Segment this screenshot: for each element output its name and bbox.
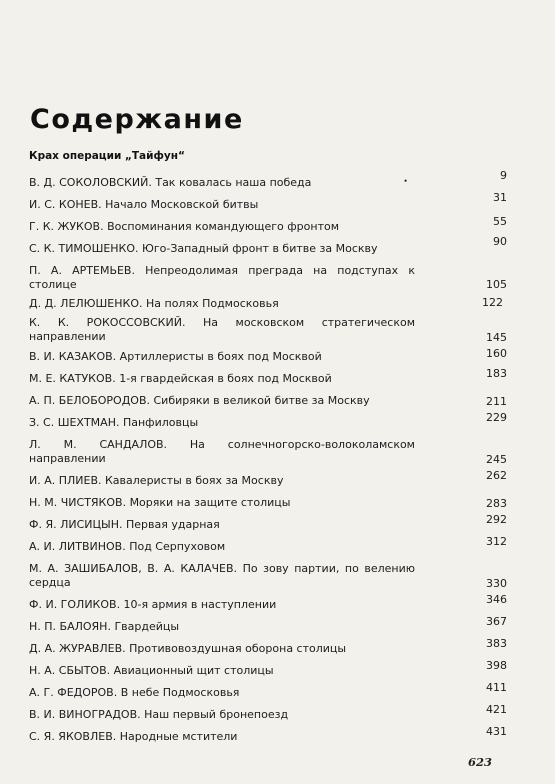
toc-entry-text: В. И. ВИНОГРАДОВ. Наш первый бронепоезд bbox=[29, 708, 289, 721]
toc-entry-page: 90 bbox=[493, 235, 507, 248]
toc-entry bbox=[29, 411, 529, 430]
toc-entry-text: В. Д. СОКОЛОВСКИЙ. Так ковалась наша победа bbox=[29, 176, 312, 189]
toc-entry-text: З. С. ШЕХТМАН. Панфиловцы bbox=[29, 416, 199, 429]
toc-entry bbox=[29, 235, 529, 256]
toc-entry-text: Н. А. СБЫТОВ. Авиационный щит столицы bbox=[29, 664, 274, 677]
toc-entry-text: Л. М. САНДАЛОВ. На солнечногорско-волоколамском направлении bbox=[29, 438, 415, 465]
toc-entry-page: 346 bbox=[486, 593, 507, 606]
toc-entry-page: 145 bbox=[486, 331, 507, 344]
toc-entry-page: 160 bbox=[486, 347, 507, 360]
toc-entry bbox=[29, 438, 529, 466]
table-of-contents bbox=[29, 170, 529, 744]
page-title: Содержание bbox=[30, 104, 244, 136]
toc-entry bbox=[29, 367, 529, 386]
toc-entry bbox=[29, 347, 529, 364]
toc-entry-text: Д. А. ЖУРАВЛЕВ. Противовоздушная оборона столицы bbox=[29, 642, 347, 655]
toc-entry-page: 245 bbox=[486, 453, 507, 466]
toc-entry bbox=[29, 637, 529, 656]
dot-marker: • bbox=[404, 176, 408, 186]
toc-entry-text: Н. П. БАЛОЯН. Гвардейцы bbox=[29, 620, 180, 633]
toc-entry-page: 421 bbox=[486, 703, 507, 716]
toc-entry-text: В. И. КАЗАКОВ. Артиллеристы в боях под Москвой bbox=[29, 350, 322, 363]
toc-entry-text: С. К. ТИМОШЕНКО. Юго-Западный фронт в битве за Москву bbox=[29, 242, 378, 255]
toc-entry-text: И. С. КОНЕВ. Начало Московской битвы bbox=[29, 198, 259, 211]
page-number: 623 bbox=[468, 755, 493, 769]
toc-entry bbox=[29, 725, 529, 744]
toc-entry-page: 229 bbox=[486, 411, 507, 424]
toc-entry bbox=[29, 469, 529, 488]
toc-entry-page: 122 bbox=[482, 296, 503, 309]
toc-entry-page: 312 bbox=[486, 535, 507, 548]
toc-entry-page: 183 bbox=[486, 367, 507, 380]
toc-entry-text: К. К. РОКОССОВСКИЙ. На московском стратегическом направлении bbox=[29, 316, 415, 343]
toc-entry-text: А. П. БЕЛОБОРОДОВ. Сибиряки в великой битве за Москву bbox=[29, 394, 370, 407]
toc-entry bbox=[29, 535, 529, 554]
toc-entry bbox=[29, 703, 529, 722]
toc-entry-page: 9 bbox=[500, 169, 507, 182]
toc-entry bbox=[29, 191, 529, 212]
toc-entry-page: 292 bbox=[486, 513, 507, 526]
toc-entry bbox=[29, 316, 529, 344]
toc-entry bbox=[29, 681, 529, 700]
toc-entry bbox=[29, 297, 529, 311]
toc-entry-page: 431 bbox=[486, 725, 507, 738]
toc-entry-page: 55 bbox=[493, 215, 507, 228]
toc-entry bbox=[29, 496, 529, 510]
toc-entry-text: А. И. ЛИТВИНОВ. Под Серпуховом bbox=[29, 540, 226, 553]
toc-entry-page: 367 bbox=[486, 615, 507, 628]
toc-entry-text: Г. К. ЖУКОВ. Воспоминания командующего фронтом bbox=[29, 220, 340, 233]
toc-entry-text: П. А. АРТЕМЬЕВ. Непреодолимая преграда на подступах к столице bbox=[29, 264, 415, 291]
toc-entry-page: 283 bbox=[486, 497, 507, 510]
toc-entry-page: 211 bbox=[486, 395, 507, 408]
toc-entry-text: Ф. И. ГОЛИКОВ. 10-я армия в наступлении bbox=[29, 598, 277, 611]
toc-entry bbox=[29, 659, 529, 678]
toc-entry bbox=[29, 215, 529, 234]
toc-entry-text: Ф. Я. ЛИСИЦЫН. Первая ударная bbox=[29, 518, 220, 531]
toc-entry-page: 411 bbox=[486, 681, 507, 694]
toc-entry-page: 330 bbox=[486, 577, 507, 590]
toc-entry-page: 31 bbox=[493, 191, 507, 204]
section-title: Крах операции „Тайфун“ bbox=[29, 150, 185, 162]
toc-entry-page: 398 bbox=[486, 659, 507, 672]
toc-entry-text: М. Е. КАТУКОВ. 1-я гвардейская в боях под Москвой bbox=[29, 372, 332, 385]
toc-entry-page: 383 bbox=[486, 637, 507, 650]
toc-entry-text: Д. Д. ЛЕЛЮШЕНКО. На полях Подмосковья bbox=[29, 297, 279, 310]
toc-entry-text: Н. М. ЧИСТЯКОВ. Моряки на защите столицы bbox=[29, 496, 291, 509]
toc-entry bbox=[29, 615, 529, 634]
toc-entry bbox=[29, 264, 529, 292]
toc-entry-text: А. Г. ФЕДОРОВ. В небе Подмосковья bbox=[29, 686, 240, 699]
toc-entry bbox=[29, 593, 529, 612]
toc-entry bbox=[29, 394, 529, 408]
toc-entry bbox=[29, 562, 529, 590]
toc-entry-page: 262 bbox=[486, 469, 507, 482]
toc-entry bbox=[29, 169, 529, 190]
toc-entry-page: 105 bbox=[486, 278, 507, 291]
toc-entry-text: М. А. ЗАШИБАЛОВ, В. А. КАЛАЧЕВ. По зову партии, по велению сердца bbox=[29, 562, 415, 589]
toc-entry-text: С. Я. ЯКОВЛЕВ. Народные мстители bbox=[29, 730, 238, 743]
toc-entry-text: И. А. ПЛИЕВ. Кавалеристы в боях за Москву bbox=[29, 474, 284, 487]
toc-entry bbox=[29, 513, 529, 532]
